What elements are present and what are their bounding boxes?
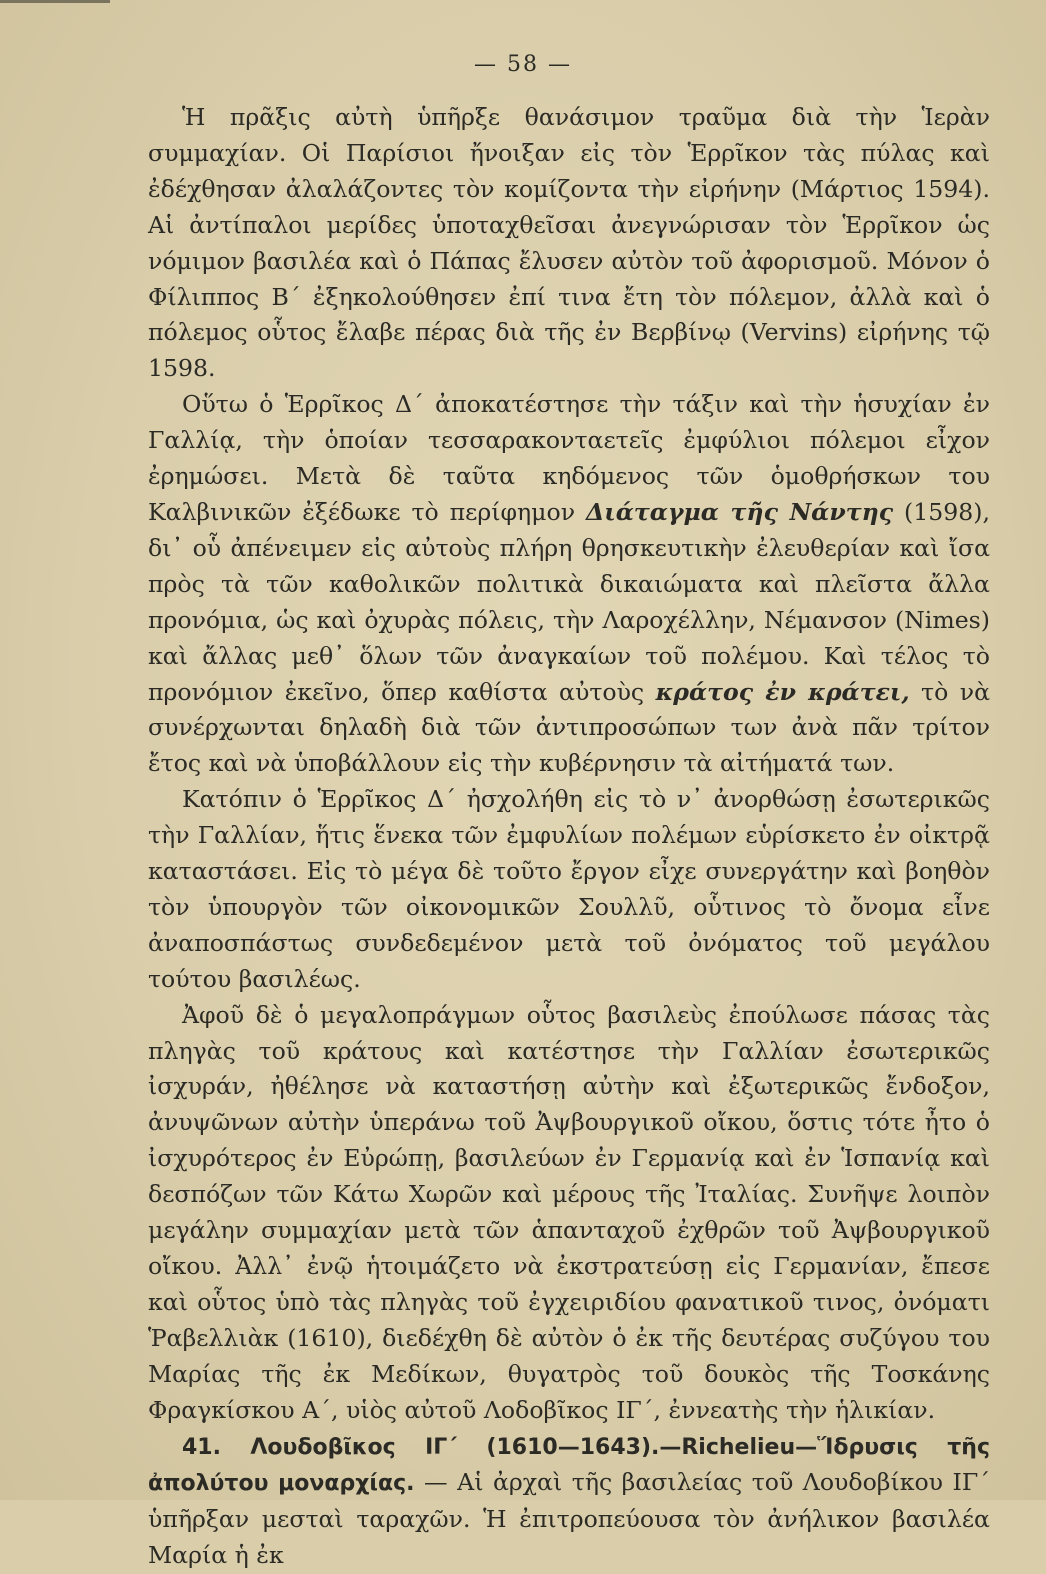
paragraph-1 — [148, 100, 990, 387]
section-heading-latin: —Richelieu— — [659, 1434, 818, 1460]
page-number: — 58 — — [474, 52, 572, 77]
paragraph-text: Ἡ πρᾶξις αὐτὴ ὑπῆρξε θανάσιμον τραῦμα διὰ τὴν Ἱερὰν συμμαχίαν. Οἱ Παρίσιοι ἤνοιξαν εἰς τὸν Ἑρρῖκον τὰς πύλας καὶ ἐδέχθησαν ἀλαλάζοντες τὸν κομίζοντα τὴν εἰρήνην (Μάρτιος 1594). Αἱ ἀντίπαλοι μερίδες ὑποταχθεῖσαι ἀνεγνώρισαν τὸν Ἑρρῖκον ὡς νόμιμον βασιλέα καὶ ὁ Πάπας ἔλυσεν αὐτὸν τοῦ ἀφορισμοῦ. Μόνον ὁ Φίλιππος Β΄ ἐξηκολούθησεν ἐπί τινα ἔτη τὸν πόλεμον, ἀλλὰ καὶ ὁ πόλεμος οὗτος ἔλαβε πέρας διὰ τῆς ἐν Βερβίνῳ (Vervins) εἰρήνης τῷ 1598. — [148, 103, 990, 383]
paragraph-text: Ἀφοῦ δὲ ὁ μεγαλοπράγμων οὗτος βασιλεὺς ἐπούλωσε πάσας τὰς πληγὰς τοῦ κράτους καὶ κατέστησε τὴν Γαλλίαν ἐσωτερικῶς ἰσχυράν, ἠθέλησε νὰ καταστήσῃ αὐτὴν καὶ ἐξωτερικῶς ἔνδοξον, ἀνυψῶνων αὐτὴν ὑπεράνω τοῦ Ἀψβουργικοῦ οἴκου, ὅστις τότε ἦτο ὁ ἰσχυρότερος ἐν Εὐρώπῃ, βασιλεύων ἐν Γερμανίᾳ καὶ ἐν Ἱσπανίᾳ καὶ δεσπόζων τῶν Κάτω Χωρῶν καὶ μέρους τῆς Ἰταλίας. Συνῆψε λοιπὸν μεγάλην συμμαχίαν μετὰ τῶν ἁπανταχοῦ ἐχθρῶν τοῦ Ἀψβουργικοῦ οἴκου. Ἀλλ᾽ ἐνῷ ἡτοιμάζετο νὰ ἐκστρατεύσῃ εἰς Γερμανίαν, ἔπεσε καὶ οὗτος ὑπὸ τὰς πληγὰς τοῦ ἐγχειριδίου φανατικοῦ τινος, ὀνόματι Ῥαβελλιὰκ (1610), διεδέχθη δὲ αὐτὸν ὁ ἐκ τῆς δευτέρας συζύγου του Μαρίας τῆς ἐκ Μεδίκων, θυγατρὸς τοῦ δουκὸς τῆς Τοσκάνης Φραγκίσκου Α΄, υἱὸς αὐτοῦ Λοδοβῖκος ΙΓ΄, ἐννεατὴς τὴν ἡλικίαν. — [148, 1000, 990, 1424]
paragraph-2 — [148, 387, 990, 782]
paragraph-4 — [148, 998, 990, 1429]
emphasis-state-within-state: κράτος ἐν κράτει, — [655, 677, 910, 706]
section-text: — Αἱ ἀρχαὶ τῆς βασιλείας τοῦ Λουδοβίκου ΙΓ΄ ὑπῆρξαν μεσταὶ ταραχῶν. Ἡ ἐπιτροπεύουσα τὸν ἀνήλικον βασιλέα Μαρία ἡ ἐκ — [148, 1468, 990, 1570]
paragraph-text: Κατόπιν ὁ Ἑρρῖκος Δ΄ ἠσχολήθη εἰς τὸ ν᾽ ἀνορθώσῃ ἐσωτερικῶς τὴν Γαλλίαν, ἥτις ἕνεκα τῶν ἐμφυλίων πολέμων εὑρίσκετο ἐν οἰκτρᾷ καταστάσει. Εἰς τὸ μέγα δὲ τοῦτο ἔργον εἶχε συνεργάτην καὶ βοηθὸν τὸν ὑπουργὸν τῶν οἰκονομικῶν Σουλλῦ, οὗτινος τὸ ὄνομα εἶνε ἀναποσπάστως συνδεδεμένον μετὰ τοῦ ὀνόματος τοῦ μεγάλου τούτου βασιλέως. — [148, 785, 990, 993]
emphasis-edict-of-nantes: Διάταγμα τῆς Νάντης — [586, 497, 894, 526]
body-text — [148, 100, 990, 1574]
paragraph-3 — [148, 782, 990, 997]
page-edge-mark — [0, 0, 110, 3]
section-subtitle: Ἵδρυσις τῆς ἀπολύτου μοναρχίας. — [148, 1434, 990, 1497]
section-heading: 41. Λουδοβῖκος ΙΓ΄ (1610—1643). — [182, 1434, 660, 1460]
paragraph-text: (1598), δι᾽ οὗ ἀπένειμεν εἰς αὐτοὺς πλήρη θρησκευτικὴν ἐλευθερίαν καὶ ἴσα πρὸς τὰ τῶν καθολικῶν πολιτικὰ δικαιώματα καὶ πλεῖστα ἄλλα προνόμια, ὡς καὶ ὀχυρὰς πόλεις, τὴν Λαροχέλλην, Νέμανσον (Nimes) καὶ ἄλλας μεθ᾽ ὅλων τῶν ἀναγκαίων τοῦ πολέμου. Καὶ τέλος τὸ προνόμιον ἐκεῖνο, ὅπερ καθίστα αὐτοὺς — [148, 497, 990, 706]
paragraph-text: Οὕτω ὁ Ἑρρῖκος Δ΄ ἀποκατέστησε τὴν τάξιν καὶ τὴν ἡσυχίαν ἐν Γαλλίᾳ, τὴν ὁποίαν τεσσαρακονταετεῖς ἐμφύλιοι πόλεμοι εἶχον ἐρημώσει. Μετὰ δὲ ταῦτα κηδόμενος τῶν ὁμοθρήσκων του Καλβινικῶν ἐξέδωκε τὸ περίφημον — [148, 390, 990, 526]
paragraph-text: τὸ νὰ συνέρχωνται δηλαδὴ διὰ τῶν ἀντιπροσώπων των ἀνὰ πᾶν τρίτον ἔτος καὶ νὰ ὑποβάλλουν εἰς τὴν κυβέρνησιν τὰ αἰτήματά των. — [148, 677, 991, 778]
section-41 — [148, 1429, 990, 1574]
